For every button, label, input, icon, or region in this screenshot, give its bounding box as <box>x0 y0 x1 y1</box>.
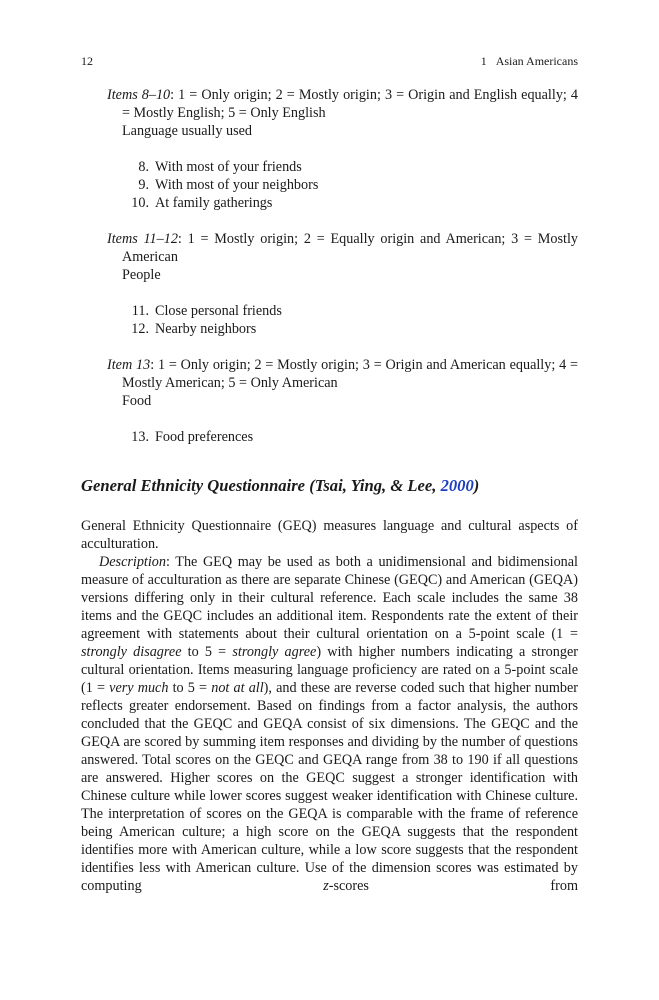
description-text: ) with higher numbers indicating a stronger cultural orientation. Items measuring language proficiency are rated on a 5-point scale (1 = <box>81 644 578 696</box>
item-text: With most of your neighbors <box>155 177 319 193</box>
item-number: 12. <box>131 321 149 337</box>
page-content <box>81 86 578 895</box>
list-item <box>107 320 578 338</box>
item-number: 10. <box>131 195 149 211</box>
items-label: Items 8–10 <box>107 87 171 103</box>
item-list <box>107 428 578 446</box>
emphasis-text: strongly agree <box>232 644 317 660</box>
item-number: 9. <box>138 177 149 193</box>
item-text: Nearby neighbors <box>155 321 257 337</box>
description-text: -scores from <box>328 878 578 894</box>
scale-definition <box>107 356 578 392</box>
scale-values: : 1 = Only origin; 2 = Mostly origin; 3 = Origin and American equally; 4 = Mostly American; 5 = Only American <box>122 357 578 391</box>
scale-definition <box>107 230 578 266</box>
description-paragraph <box>81 553 578 895</box>
list-item <box>107 194 578 212</box>
scale-definition <box>107 86 578 122</box>
item-text: Food preferences <box>155 429 254 445</box>
item-number: 8. <box>138 159 149 175</box>
items-label: Item 13 <box>107 357 151 373</box>
list-item <box>107 302 578 320</box>
item-text: Close personal friends <box>155 303 282 319</box>
scale-values: : 1 = Mostly origin; 2 = Equally origin and American; 3 = Mostly American <box>122 231 578 265</box>
item-list <box>107 158 578 212</box>
section-title-text: General Ethnicity Questionnaire (Tsai, Ying, & Lee, <box>81 476 441 495</box>
emphasis-text: z <box>323 878 329 894</box>
description-text: : The GEQ may be used as both a unidimensional and bidimensional measure of acculturation as there are separate Chinese (GEQC) and American (GEQA) versions differing only in their cultural reference. Each scale includes the same 38 items and the GEQC includes an additional item. Respondents rate the extent of their agreement with statements about their cultural orientation on a 5-point scale (1 = <box>81 554 578 642</box>
item-text: With most of your friends <box>155 159 302 175</box>
description-text: to 5 = <box>181 644 233 660</box>
page-number: 12 <box>81 54 93 68</box>
section-title-close: ) <box>473 476 480 495</box>
item-list <box>107 302 578 338</box>
section-heading <box>81 476 578 496</box>
emphasis-text: strongly disagree <box>81 644 182 660</box>
emphasis-text: very much <box>109 680 169 696</box>
scale-block-items-8-10 <box>107 86 578 212</box>
intro-paragraph: General Ethnicity Questionnaire (GEQ) measures language and cultural aspects of acculturation. <box>81 518 578 552</box>
list-item <box>107 176 578 194</box>
scale-category: Food <box>122 393 152 409</box>
scale-values: : 1 = Only origin; 2 = Mostly origin; 3 = Origin and English equally; 4 = Mostly English; 5 = Only English <box>122 87 578 121</box>
description-label: Description <box>99 554 166 570</box>
scale-category: Language usually used <box>122 123 253 139</box>
scale-category: People <box>122 267 161 283</box>
chapter-heading <box>481 54 578 68</box>
item-text: At family gatherings <box>155 195 273 211</box>
scale-block-item-13 <box>107 356 578 446</box>
emphasis-text: not at all <box>211 680 264 696</box>
items-label: Items 11–12 <box>107 231 178 247</box>
description-text: ), and these are reverse coded such that higher number reflects greater endorsement. Based on findings from a factor analysis, the authors concluded that the GEQC and GEQA consist of six dimensions. The GEQC and the GEQA are scored by summing item responses and dividing by the number of questions answered. Total scores on the GEQC and GEQA range from 38 to 190 if all questions are answered. Higher scores on the GEQC suggest a stronger identification with Chinese culture while lower scores suggest weaker identification with Chinese culture. The interpretation of scores on the GEQA is comparable with the frame of reference being American culture; a high score on the GEQA suggests that the respondent identifies more with American culture, while a low score suggests that the respondent identifies less with American culture. Use of the dimension scores was estimated by computing <box>81 680 578 894</box>
citation-year-link[interactable]: 2000 <box>440 476 474 495</box>
item-number: 11. <box>131 303 149 319</box>
chapter-title: Asian Americans <box>495 54 578 68</box>
chapter-number: 1 <box>480 54 487 68</box>
scale-block-items-11-12 <box>107 230 578 338</box>
list-item <box>107 158 578 176</box>
item-number: 13. <box>131 429 149 445</box>
description-text: to 5 = <box>168 680 212 696</box>
list-item <box>107 428 578 446</box>
